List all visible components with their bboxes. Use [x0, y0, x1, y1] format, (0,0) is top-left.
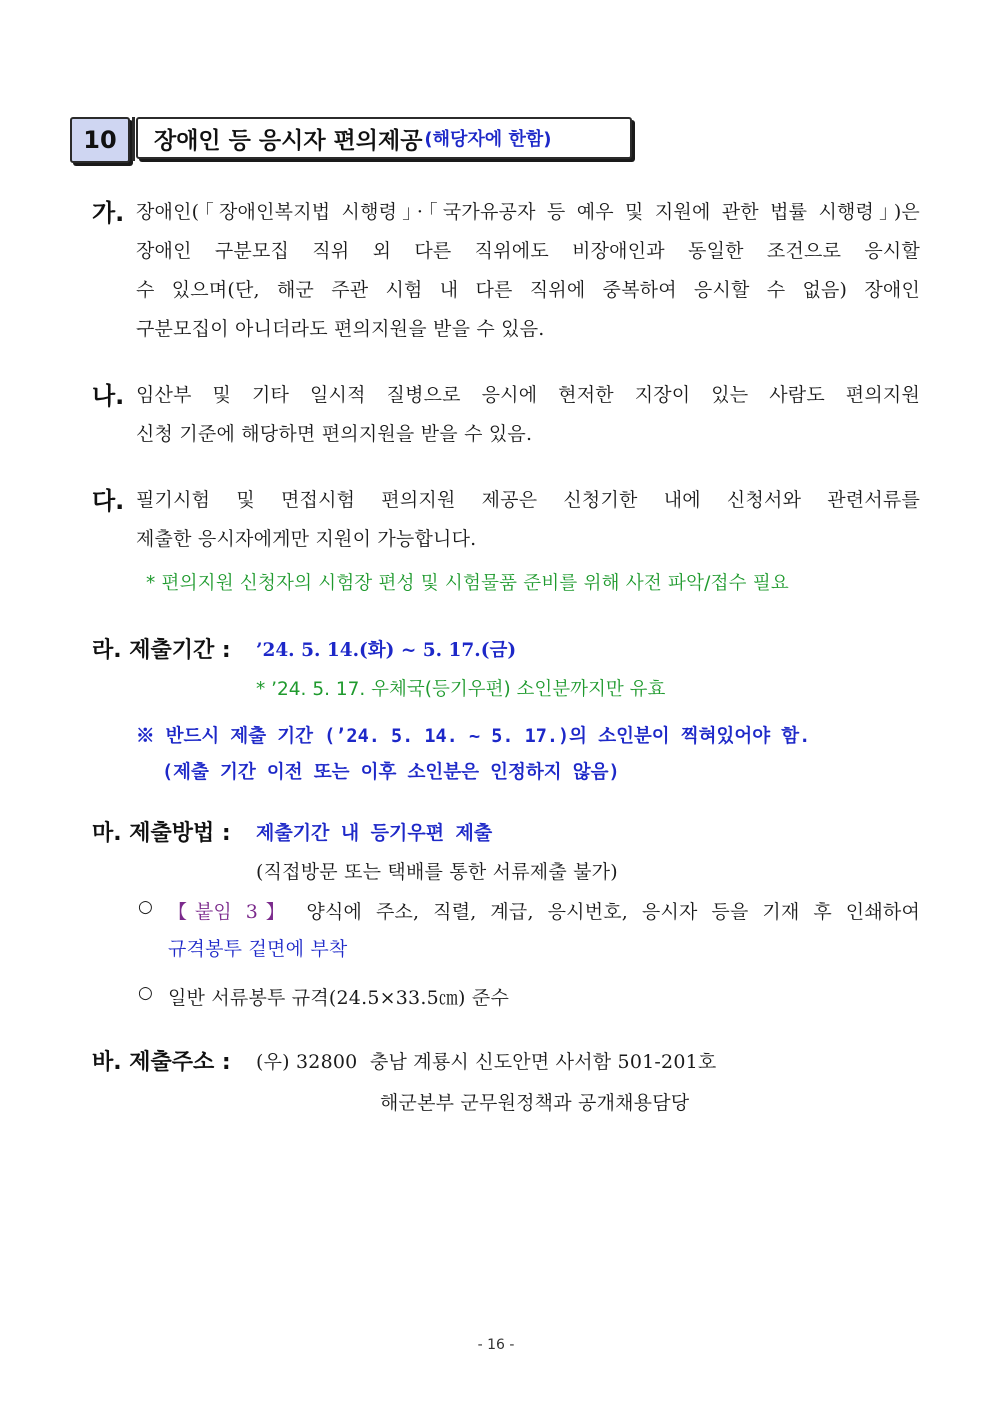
item-ga-line-1: 장애인(「장애인복지법 시행령」·「국가유공자 등 예우 및 지원에 관한 법률 시행령」)은	[136, 201, 920, 223]
section-title	[136, 117, 632, 159]
item-ra-label: 라. 제출기간 :	[92, 638, 231, 663]
page-number: - 16 -	[477, 1337, 515, 1353]
item-da-marker: 다.	[92, 487, 125, 515]
item-ra-period: ’24. 5. 14.(화) ~ 5. 17.(금)	[256, 640, 517, 661]
item-ma-bullet-2: 일반 서류봉투 규격(24.5×33.5㎝) 준수	[168, 987, 510, 1009]
item-ma-method: 제출기간 내 등기우편 제출	[256, 822, 493, 844]
item-ga-line-2: 장애인 구분모집 직위 외 다른 직위에도 비장애인과 동일한 조건으로 응시할	[136, 240, 920, 262]
section-subtitle: (해당자에 한함)	[424, 129, 552, 150]
item-na-marker: 나.	[92, 382, 125, 410]
item-ma-bullet-1-text: 양식에 주소, 직렬, 계급, 응시번호, 응시자 등을 기재 후 인쇄하여	[306, 901, 920, 923]
item-ga-marker: 가.	[92, 199, 125, 227]
item-ba-label: 바. 제출주소 :	[92, 1050, 231, 1075]
item-ga-line-4: 구분모집이 아니더라도 편의지원을 받을 수 있음.	[136, 318, 545, 340]
bullet-circle-icon: ○	[138, 897, 153, 917]
bullet-circle-icon: ○	[138, 983, 153, 1003]
item-da-line-1: 필기시험 및 면접시험 편의지원 제공은 신청기한 내에 신청서와 관련서류를	[136, 489, 920, 511]
item-ra-note: * ’24. 5. 17. 우체국(등기우편) 소인분까지만 유효	[256, 679, 666, 700]
item-da-line-2: 제출한 응시자에게만 지원이 가능합니다.	[136, 528, 477, 550]
header-divider	[132, 117, 135, 161]
item-ma-bullet-1	[168, 897, 920, 925]
section-title-text: 장애인 등 응시자 편의제공	[154, 127, 423, 154]
item-da-note: * 편의지원 신청자의 시험장 편성 및 시험물품 준비를 위해 사전 파악/접수 필요	[146, 573, 789, 594]
item-ba-address: (우) 32800 충남 계룡시 신도안면 사서함 501-201호	[256, 1051, 717, 1073]
item-ba-department: 해군본부 군무원정책과 공개채용담당	[380, 1092, 690, 1114]
item-na-line-2: 신청 기준에 해당하면 편의지원을 받을 수 있음.	[136, 423, 533, 445]
item-ma-method-note: (직접방문 또는 택배를 통한 서류제출 불가)	[256, 861, 618, 883]
attachment-tag: 【붙임 3】	[168, 901, 293, 923]
section-number: 10	[70, 117, 130, 163]
item-ma-label: 마. 제출방법 :	[92, 821, 231, 846]
item-ra-warning-2: (제출 기간 이전 또는 이후 소인분은 인정하지 않음)	[162, 762, 620, 783]
item-ga-line-3: 수 있으며(단, 해군 주관 시험 내 다른 직위에 중복하여 응시할 수 없음) 장애인	[136, 279, 920, 301]
item-na-line-1: 임산부 및 기타 일시적 질병으로 응시에 현저한 지장이 있는 사람도 편의지원	[136, 384, 920, 406]
item-ma-bullet-1-cont: 규격봉투 겉면에 부착	[168, 938, 348, 960]
item-ra-warning-1: ※ 반드시 제출 기간 (’24. 5. 14. ~ 5. 17.)의 소인분이 찍혀있어야 함.	[136, 726, 811, 747]
